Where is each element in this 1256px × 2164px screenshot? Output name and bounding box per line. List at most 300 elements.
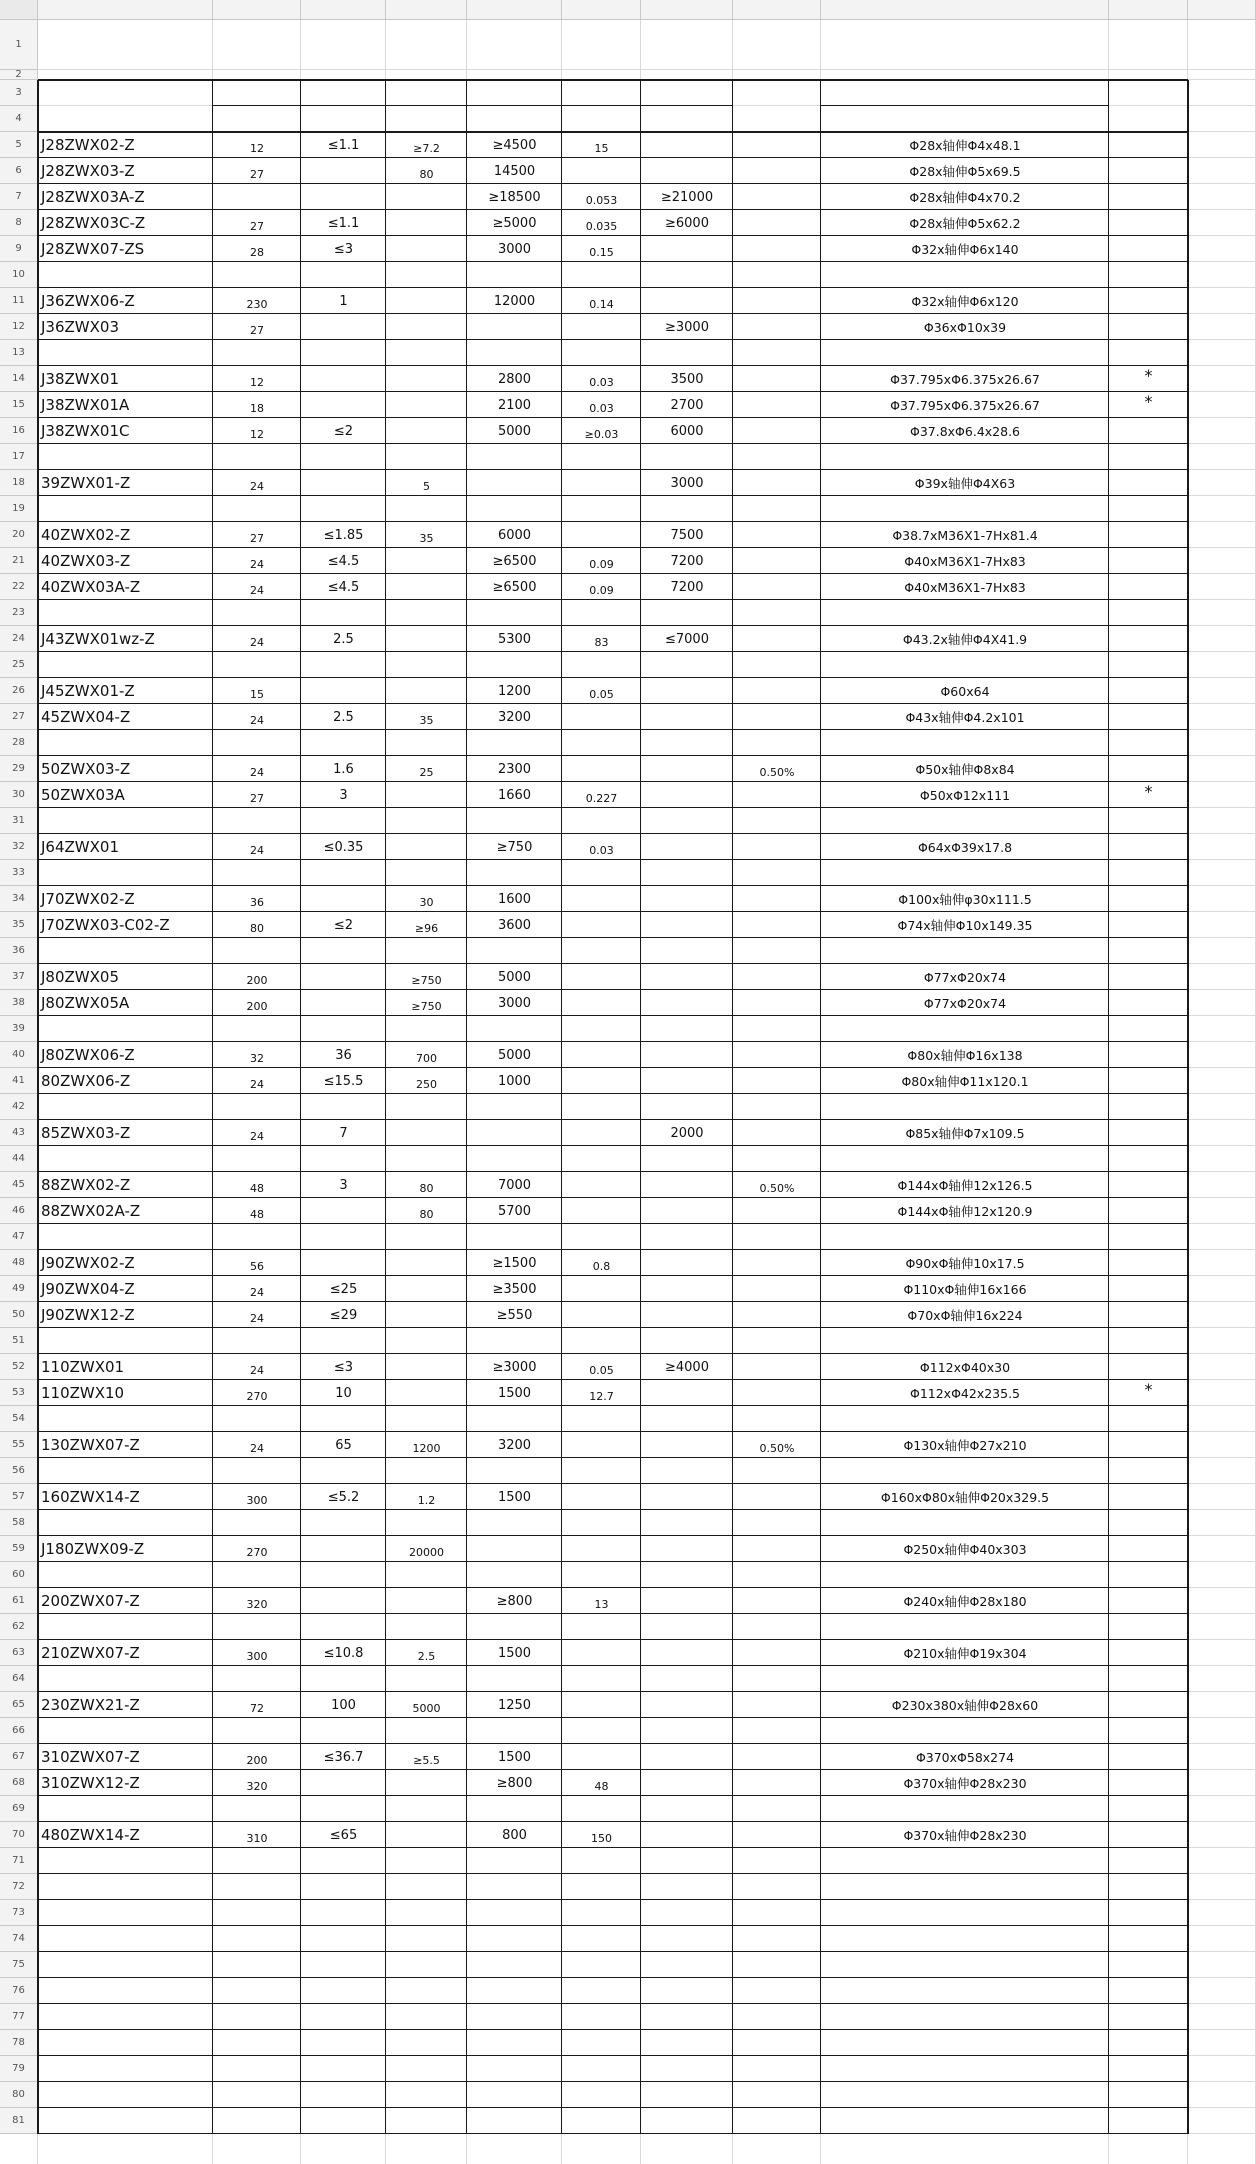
table-cell[interactable]: ≤1.85 — [323, 527, 364, 543]
column-header-f[interactable] — [562, 0, 641, 20]
table-cell[interactable]: 5000 — [497, 969, 532, 985]
table-cell[interactable] — [641, 2082, 733, 2108]
table-cell[interactable]: 1500 — [497, 1645, 532, 1661]
table-cell[interactable] — [733, 2108, 821, 2134]
table-cell[interactable]: J36ZWX03 — [41, 318, 119, 336]
row-header[interactable]: 47 — [0, 1224, 38, 1250]
table-cell[interactable] — [641, 1588, 733, 1614]
table-cell[interactable] — [38, 808, 213, 834]
table-cell[interactable] — [301, 1328, 386, 1354]
table-cell[interactable] — [386, 1666, 467, 1692]
table-cell[interactable] — [386, 574, 467, 600]
table-cell[interactable] — [641, 1978, 733, 2004]
row-header[interactable]: 81 — [0, 2108, 38, 2134]
table-cell[interactable] — [1109, 1458, 1188, 1484]
table-cell[interactable] — [1109, 1354, 1188, 1380]
table-cell[interactable]: 310ZWX12-Z — [41, 1774, 140, 1792]
table-cell[interactable]: 0.03 — [589, 375, 614, 389]
table-cell[interactable] — [386, 730, 467, 756]
row-header[interactable]: 23 — [0, 600, 38, 626]
table-cell[interactable]: ≥4000 — [665, 1359, 709, 1375]
table-cell[interactable] — [733, 1926, 821, 1952]
table-cell[interactable] — [467, 496, 562, 522]
table-cell[interactable]: 13 — [594, 1597, 609, 1611]
table-cell[interactable] — [1109, 912, 1188, 938]
table-cell[interactable] — [213, 262, 301, 288]
row-header[interactable]: 42 — [0, 1094, 38, 1120]
table-cell[interactable]: 24 — [250, 635, 264, 649]
table-cell[interactable]: J38ZWX01 — [41, 370, 119, 388]
table-cell[interactable]: 2.5 — [417, 1649, 436, 1663]
table-cell[interactable]: Φ39x轴伸Φ4X63 — [914, 476, 1016, 491]
table-cell[interactable] — [562, 1224, 641, 1250]
table-cell[interactable]: ≤25 — [329, 1281, 358, 1297]
table-cell[interactable]: Φ144xΦ轴伸12x126.5 — [897, 1178, 1033, 1193]
table-cell[interactable]: 1500 — [497, 1489, 532, 1505]
table-cell[interactable]: Φ37.795xΦ6.375x26.67 — [890, 397, 1040, 413]
table-cell[interactable] — [733, 158, 821, 184]
table-cell[interactable]: 24 — [250, 1441, 264, 1455]
table-cell[interactable] — [562, 1900, 641, 1926]
table-cell[interactable] — [386, 1016, 467, 1042]
table-cell[interactable]: 5 — [423, 479, 430, 493]
row-header[interactable]: 19 — [0, 496, 38, 522]
table-cell[interactable] — [1109, 1016, 1188, 1042]
table-cell[interactable] — [301, 2056, 386, 2082]
table-cell[interactable] — [467, 340, 562, 366]
table-cell[interactable] — [641, 2108, 733, 2134]
table-cell[interactable]: * — [1144, 1380, 1153, 1399]
table-cell[interactable] — [213, 1718, 301, 1744]
table-cell[interactable]: 24 — [250, 1311, 264, 1325]
table-cell[interactable] — [641, 1796, 733, 1822]
table-cell[interactable] — [301, 1770, 386, 1796]
table-cell[interactable]: 24 — [250, 843, 264, 857]
table-cell[interactable] — [38, 262, 213, 288]
table-cell[interactable] — [733, 418, 821, 444]
row-header[interactable]: 6 — [0, 158, 38, 184]
table-cell[interactable]: 270 — [246, 1545, 268, 1559]
header-remarks[interactable] — [1109, 80, 1188, 132]
table-cell[interactable] — [38, 1016, 213, 1042]
table-cell[interactable] — [38, 2030, 213, 2056]
table-cell[interactable]: 20000 — [409, 1545, 444, 1559]
table-cell[interactable]: Φ370xΦ58x274 — [915, 1749, 1015, 1765]
row-header[interactable]: 32 — [0, 834, 38, 860]
row-header[interactable]: 34 — [0, 886, 38, 912]
table-cell[interactable]: Φ74x轴伸Φ10x149.35 — [897, 918, 1033, 933]
table-cell[interactable]: ≥750 — [496, 839, 533, 855]
table-cell[interactable] — [821, 2108, 1109, 2134]
table-cell[interactable]: J38ZWX01A — [41, 396, 130, 414]
table-cell[interactable] — [641, 1952, 733, 1978]
table-cell[interactable] — [213, 1458, 301, 1484]
table-cell[interactable]: ≤36.7 — [323, 1749, 364, 1765]
table-cell[interactable] — [821, 1718, 1109, 1744]
table-cell[interactable] — [1109, 288, 1188, 314]
table-cell[interactable]: J28ZWX03-Z — [41, 162, 135, 180]
row-header[interactable]: 35 — [0, 912, 38, 938]
column-header-d[interactable] — [386, 0, 467, 20]
table-cell[interactable]: 80 — [419, 1181, 434, 1195]
row-header[interactable]: 21 — [0, 548, 38, 574]
table-cell[interactable] — [733, 730, 821, 756]
table-cell[interactable] — [641, 964, 733, 990]
table-cell[interactable] — [733, 470, 821, 496]
table-cell[interactable] — [1109, 2056, 1188, 2082]
table-cell[interactable]: 24 — [250, 1129, 264, 1143]
table-cell[interactable]: J28ZWX03A-Z — [41, 188, 145, 206]
table-cell[interactable] — [38, 1666, 213, 1692]
table-cell[interactable] — [733, 1458, 821, 1484]
table-cell[interactable]: Φ370x轴伸Φ28x230 — [903, 1776, 1027, 1791]
table-cell[interactable]: 0.8 — [592, 1259, 611, 1273]
table-cell[interactable]: 27 — [250, 323, 264, 337]
table-cell[interactable] — [641, 236, 733, 262]
table-cell[interactable] — [467, 470, 562, 496]
table-cell[interactable] — [38, 1328, 213, 1354]
table-cell[interactable] — [1109, 1068, 1188, 1094]
table-cell[interactable] — [386, 1874, 467, 1900]
table-cell[interactable]: 210ZWX07-Z — [41, 1644, 140, 1662]
table-cell[interactable]: 2300 — [497, 761, 532, 777]
header-unit-power[interactable] — [386, 106, 467, 132]
table-cell[interactable] — [1109, 1744, 1188, 1770]
table-cell[interactable] — [641, 1926, 733, 1952]
table-cell[interactable] — [386, 1848, 467, 1874]
sheet-title[interactable] — [38, 20, 1188, 70]
table-cell[interactable] — [467, 1718, 562, 1744]
table-cell[interactable]: 12 — [250, 375, 264, 389]
table-cell[interactable] — [213, 2108, 301, 2134]
row-header[interactable]: 44 — [0, 1146, 38, 1172]
table-cell[interactable] — [641, 1484, 733, 1510]
table-cell[interactable]: Φ110xΦ轴伸16x166 — [903, 1282, 1027, 1297]
row-header[interactable]: 25 — [0, 652, 38, 678]
table-cell[interactable] — [467, 1874, 562, 1900]
table-cell[interactable]: ≥3500 — [492, 1281, 537, 1297]
table-cell[interactable]: J28ZWX03C-Z — [41, 214, 146, 232]
table-cell[interactable]: 200 — [246, 1753, 268, 1767]
table-cell[interactable]: Φ36xΦ10x39 — [923, 319, 1007, 335]
table-cell[interactable] — [38, 2056, 213, 2082]
table-cell[interactable]: 40ZWX03A-Z — [41, 578, 141, 596]
table-cell[interactable] — [213, 444, 301, 470]
table-cell[interactable]: 0.03 — [589, 843, 614, 857]
table-cell[interactable] — [467, 860, 562, 886]
table-cell[interactable] — [821, 1510, 1109, 1536]
table-cell[interactable] — [733, 574, 821, 600]
table-cell[interactable] — [213, 1874, 301, 1900]
table-cell[interactable] — [386, 2082, 467, 2108]
row-header[interactable]: 72 — [0, 1874, 38, 1900]
table-cell[interactable] — [386, 2108, 467, 2134]
table-cell[interactable] — [641, 1302, 733, 1328]
table-cell[interactable] — [1109, 834, 1188, 860]
table-cell[interactable] — [641, 912, 733, 938]
table-cell[interactable] — [821, 1666, 1109, 1692]
table-cell[interactable]: ≤3 — [333, 1359, 354, 1375]
table-cell[interactable] — [562, 1328, 641, 1354]
table-cell[interactable] — [386, 2030, 467, 2056]
table-cell[interactable] — [821, 1146, 1109, 1172]
table-cell[interactable] — [213, 1094, 301, 1120]
table-cell[interactable] — [562, 1458, 641, 1484]
table-cell[interactable] — [562, 1874, 641, 1900]
table-cell[interactable]: 0.03 — [589, 401, 614, 415]
table-cell[interactable]: 30 — [419, 895, 434, 909]
table-cell[interactable] — [733, 496, 821, 522]
table-cell[interactable] — [213, 496, 301, 522]
table-cell[interactable]: 14500 — [493, 163, 536, 179]
row-header[interactable]: 1 — [0, 20, 38, 70]
table-cell[interactable]: 27 — [250, 531, 264, 545]
table-cell[interactable] — [821, 1874, 1109, 1900]
table-cell[interactable]: J38ZWX01C — [41, 422, 130, 440]
table-cell[interactable] — [562, 1640, 641, 1666]
table-cell[interactable] — [1109, 704, 1188, 730]
table-cell[interactable] — [386, 1094, 467, 1120]
row-header[interactable]: 37 — [0, 964, 38, 990]
table-cell[interactable] — [1109, 600, 1188, 626]
table-cell[interactable] — [1109, 1328, 1188, 1354]
table-cell[interactable]: ≤2 — [333, 917, 354, 933]
table-cell[interactable]: 5000 — [497, 1047, 532, 1063]
table-cell[interactable] — [38, 1900, 213, 1926]
table-cell[interactable] — [641, 1042, 733, 1068]
table-cell[interactable]: 24 — [250, 765, 264, 779]
table-cell[interactable]: 5000 — [412, 1701, 441, 1715]
table-cell[interactable] — [1109, 574, 1188, 600]
table-cell[interactable] — [213, 1614, 301, 1640]
table-cell[interactable] — [386, 1510, 467, 1536]
table-cell[interactable] — [38, 1926, 213, 1952]
table-cell[interactable] — [301, 1536, 386, 1562]
table-cell[interactable]: 80 — [250, 921, 264, 935]
table-cell[interactable] — [641, 756, 733, 782]
row-header[interactable]: 58 — [0, 1510, 38, 1536]
table-cell[interactable] — [562, 2082, 641, 2108]
table-cell[interactable] — [1109, 522, 1188, 548]
table-cell[interactable] — [562, 1302, 641, 1328]
table-cell[interactable] — [641, 288, 733, 314]
table-cell[interactable] — [213, 1952, 301, 1978]
table-cell[interactable]: ≥0.03 — [584, 427, 619, 441]
table-cell[interactable] — [38, 1094, 213, 1120]
table-cell[interactable] — [467, 444, 562, 470]
table-cell[interactable] — [467, 1146, 562, 1172]
table-cell[interactable] — [386, 496, 467, 522]
table-cell[interactable] — [562, 1952, 641, 1978]
table-cell[interactable]: 0.05 — [589, 687, 614, 701]
table-cell[interactable] — [386, 1328, 467, 1354]
table-cell[interactable] — [386, 2004, 467, 2030]
table-cell[interactable]: 48 — [594, 1779, 609, 1793]
table-cell[interactable] — [213, 2030, 301, 2056]
table-cell[interactable] — [1109, 808, 1188, 834]
header-unit-voltage[interactable] — [213, 106, 301, 132]
table-cell[interactable] — [213, 2082, 301, 2108]
table-cell[interactable] — [641, 1406, 733, 1432]
table-cell[interactable] — [213, 1666, 301, 1692]
table-cell[interactable]: 83 — [594, 635, 609, 649]
table-cell[interactable] — [641, 938, 733, 964]
table-cell[interactable]: J64ZWX01 — [41, 838, 119, 856]
table-cell[interactable] — [733, 626, 821, 652]
table-cell[interactable] — [386, 210, 467, 236]
table-cell[interactable] — [1109, 860, 1188, 886]
table-cell[interactable]: 110ZWX10 — [41, 1384, 125, 1402]
select-all-corner[interactable] — [0, 0, 38, 20]
table-cell[interactable]: 5000 — [497, 423, 532, 439]
table-cell[interactable] — [301, 366, 386, 392]
table-cell[interactable]: J28ZWX07-ZS — [41, 240, 145, 258]
table-cell[interactable] — [38, 444, 213, 470]
table-cell[interactable] — [467, 1848, 562, 1874]
table-cell[interactable] — [213, 184, 301, 210]
table-cell[interactable]: J180ZWX09-Z — [41, 1540, 145, 1558]
table-cell[interactable] — [386, 1354, 467, 1380]
table-cell[interactable] — [38, 1718, 213, 1744]
table-cell[interactable] — [821, 1978, 1109, 2004]
table-cell[interactable] — [1109, 1406, 1188, 1432]
header-power[interactable] — [386, 80, 467, 106]
row-header[interactable]: 63 — [0, 1640, 38, 1666]
table-cell[interactable] — [1109, 756, 1188, 782]
table-cell[interactable] — [562, 1484, 641, 1510]
table-cell[interactable] — [386, 808, 467, 834]
table-cell[interactable]: 3 — [339, 787, 348, 803]
table-cell[interactable] — [641, 444, 733, 470]
table-cell[interactable] — [562, 444, 641, 470]
table-cell[interactable] — [562, 1536, 641, 1562]
table-cell[interactable]: ≤1.1 — [327, 215, 360, 231]
table-cell[interactable]: 5700 — [497, 1203, 532, 1219]
table-cell[interactable]: 1 — [339, 293, 348, 309]
table-cell[interactable] — [386, 1146, 467, 1172]
table-cell[interactable] — [386, 1302, 467, 1328]
table-cell[interactable]: J90ZWX04-Z — [41, 1280, 135, 1298]
table-cell[interactable]: Φ32x轴伸Φ6x140 — [911, 242, 1019, 257]
table-cell[interactable] — [821, 1406, 1109, 1432]
table-cell[interactable]: 320 — [246, 1779, 268, 1793]
table-cell[interactable] — [386, 678, 467, 704]
table-cell[interactable] — [733, 132, 821, 158]
table-cell[interactable]: 0.50% — [759, 1181, 795, 1195]
table-cell[interactable] — [386, 1978, 467, 2004]
row-header[interactable]: 9 — [0, 236, 38, 262]
table-cell[interactable]: Φ100x轴伸φ30x111.5 — [898, 892, 1032, 907]
table-cell[interactable]: 800 — [502, 1827, 527, 1843]
row-header[interactable]: 55 — [0, 1432, 38, 1458]
table-cell[interactable] — [386, 1120, 467, 1146]
table-cell[interactable] — [386, 340, 467, 366]
table-cell[interactable]: 1.6 — [333, 761, 354, 777]
table-cell[interactable] — [213, 1900, 301, 1926]
header-torque[interactable] — [562, 80, 641, 106]
row-header[interactable]: 69 — [0, 1796, 38, 1822]
table-cell[interactable] — [38, 2082, 213, 2108]
table-cell[interactable] — [733, 1978, 821, 2004]
table-cell[interactable] — [1109, 1926, 1188, 1952]
table-cell[interactable] — [733, 1536, 821, 1562]
table-cell[interactable] — [386, 1718, 467, 1744]
table-cell[interactable] — [641, 1562, 733, 1588]
table-cell[interactable] — [301, 1406, 386, 1432]
table-cell[interactable] — [641, 1822, 733, 1848]
table-cell[interactable]: 1200 — [497, 683, 532, 699]
header-voltage[interactable] — [213, 80, 301, 106]
table-cell[interactable] — [301, 1146, 386, 1172]
table-cell[interactable]: 1000 — [497, 1073, 532, 1089]
header-dimensions[interactable] — [821, 80, 1109, 106]
table-cell[interactable] — [562, 496, 641, 522]
table-cell[interactable]: 35 — [419, 531, 434, 545]
table-cell[interactable] — [821, 860, 1109, 886]
table-cell[interactable] — [213, 1926, 301, 1952]
row-header[interactable]: 31 — [0, 808, 38, 834]
table-cell[interactable] — [562, 1146, 641, 1172]
row-header[interactable]: 75 — [0, 1952, 38, 1978]
table-cell[interactable]: Φ28x轴伸Φ5x69.5 — [909, 164, 1021, 179]
row-header[interactable]: 2 — [0, 70, 38, 80]
table-cell[interactable] — [733, 808, 821, 834]
row-header[interactable]: 51 — [0, 1328, 38, 1354]
row-header[interactable]: 76 — [0, 1978, 38, 2004]
table-cell[interactable] — [38, 1146, 213, 1172]
row-header[interactable]: 62 — [0, 1614, 38, 1640]
table-cell[interactable] — [386, 1562, 467, 1588]
table-cell[interactable] — [1109, 1094, 1188, 1120]
table-cell[interactable] — [301, 1458, 386, 1484]
table-cell[interactable]: 0.50% — [759, 765, 795, 779]
table-cell[interactable] — [733, 1744, 821, 1770]
table-cell[interactable] — [213, 1510, 301, 1536]
table-cell[interactable] — [1109, 314, 1188, 340]
table-cell[interactable] — [562, 1120, 641, 1146]
table-cell[interactable] — [213, 1224, 301, 1250]
table-cell[interactable]: 3000 — [497, 241, 532, 257]
table-cell[interactable] — [301, 1666, 386, 1692]
table-cell[interactable] — [733, 990, 821, 1016]
table-cell[interactable] — [733, 2082, 821, 2108]
table-cell[interactable] — [386, 782, 467, 808]
row-header[interactable]: 14 — [0, 366, 38, 392]
table-cell[interactable] — [386, 2056, 467, 2082]
table-cell[interactable] — [386, 652, 467, 678]
table-cell[interactable] — [733, 1848, 821, 1874]
header-idle-speed[interactable] — [641, 80, 733, 106]
table-cell[interactable]: ≥800 — [496, 1593, 533, 1609]
table-cell[interactable]: J80ZWX05 — [41, 968, 119, 986]
table-cell[interactable] — [301, 1198, 386, 1224]
table-cell[interactable] — [386, 1588, 467, 1614]
table-cell[interactable]: 12 — [250, 141, 264, 155]
table-cell[interactable] — [301, 2030, 386, 2056]
row-header[interactable]: 27 — [0, 704, 38, 730]
table-cell[interactable] — [38, 860, 213, 886]
table-cell[interactable] — [38, 340, 213, 366]
table-cell[interactable] — [641, 704, 733, 730]
table-cell[interactable] — [1109, 1978, 1188, 2004]
table-cell[interactable] — [562, 1016, 641, 1042]
table-cell[interactable] — [1109, 1666, 1188, 1692]
table-cell[interactable]: 1.2 — [417, 1493, 436, 1507]
table-cell[interactable] — [301, 184, 386, 210]
table-cell[interactable] — [213, 938, 301, 964]
table-cell[interactable] — [1109, 444, 1188, 470]
table-cell[interactable] — [467, 2082, 562, 2108]
